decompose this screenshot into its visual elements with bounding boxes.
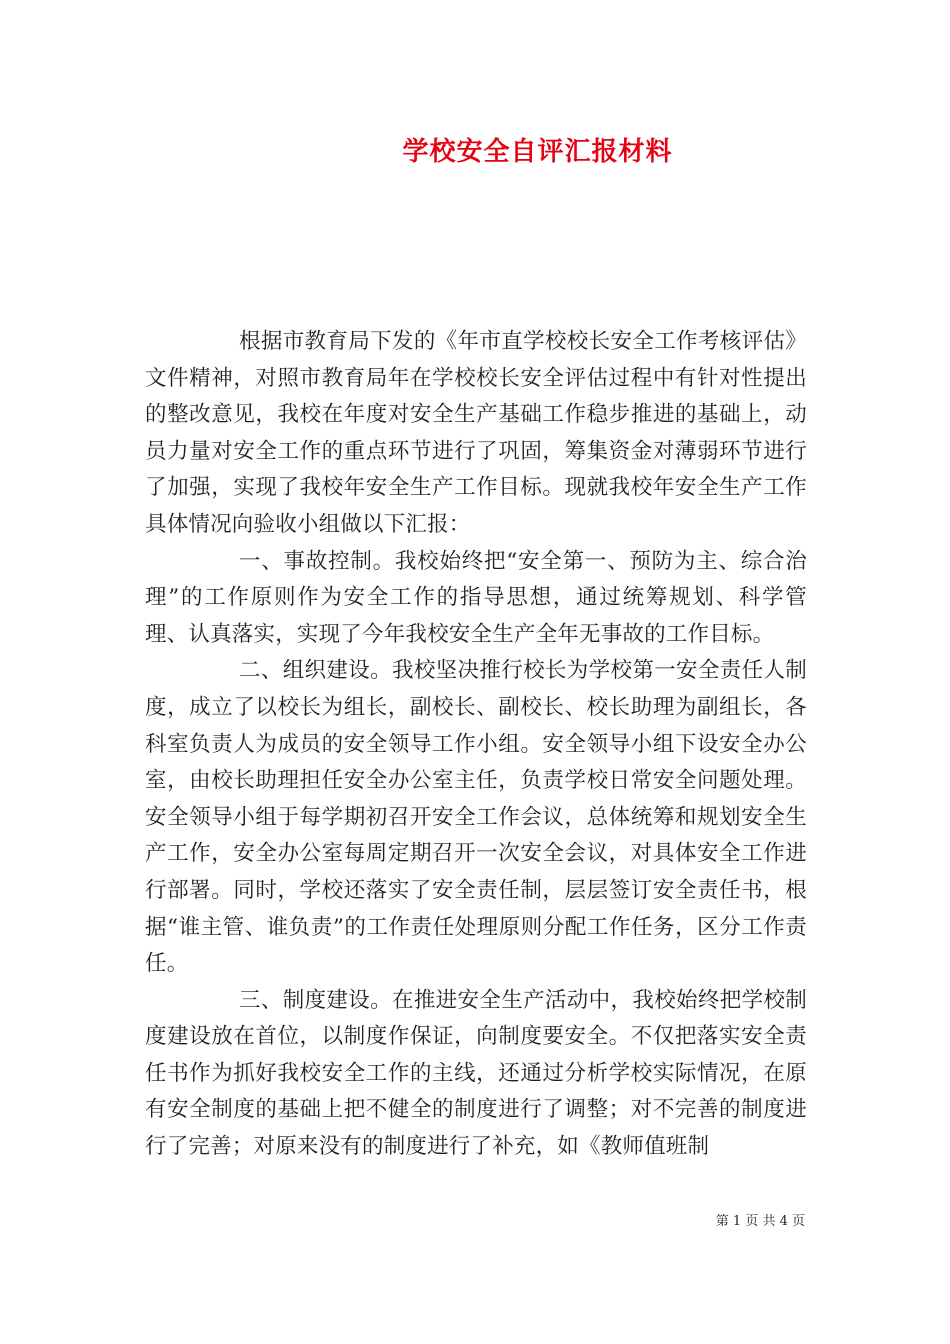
paragraph-accident-control: 一、事故控制。我校始终把“安全第一、预防为主、综合治理”的工作原则作为安全工作的指导思想，通过统筹规划、科学管理、认真落实，实现了今年我校安全生产全年无事故的工作目标。 [145, 548, 807, 647]
page-number: 第 1 页 共 4 页 [715, 1214, 805, 1229]
document-body [145, 324, 807, 1166]
paragraph-system-building: 三、制度建设。在推进安全生产活动中，我校始终把学校制度建设放在首位，以制度作保证，向制度要安全。不仅把落实安全责任书作为抓好我校安全工作的主线，还通过分析学校实际情况，在原有安全制度的基础上把不健全的制度进行了调整；对不完善的制度进行了完善；对原来没有的制度进行了补充，如《教师值班制 [145, 987, 807, 1160]
paragraph-organization: 二、组织建设。我校坚决推行校长为学校第一安全责任人制度，成立了以校长为组长，副校长、副校长、校长助理为副组长，各科室负责人为成员的安全领导工作小组。安全领导小组下设安全办公室，由校长助理担任安全办公室主任，负责学校日常安全问题处理。安全领导小组于每学期初召开安全工作会议，总体统筹和规划安全生产工作，安全办公室每周定期召开一次安全会议，对具体安全工作进行部署。同时，学校还落实了安全责任制，层层签订安全责任书，根据“谁主管、谁负责”的工作责任处理原则分配工作任务，区分工作责任。 [145, 658, 807, 977]
paragraph-intro: 根据市教育局下发的《年市直学校校长安全工作考核评估》文件精神，对照市教育局年在学校校长安全评估过程中有针对性提出的整改意见，我校在年度对安全生产基础工作稳步推进的基础上，动员力量对安全工作的重点环节进行了巩固，筹集资金对薄弱环节进行了加强，实现了我校年安全生产工作目标。现就我校年安全生产工作具体情况向验收小组做以下汇报： [145, 329, 807, 537]
document-title: 学校安全自评汇报材料 [402, 137, 673, 167]
